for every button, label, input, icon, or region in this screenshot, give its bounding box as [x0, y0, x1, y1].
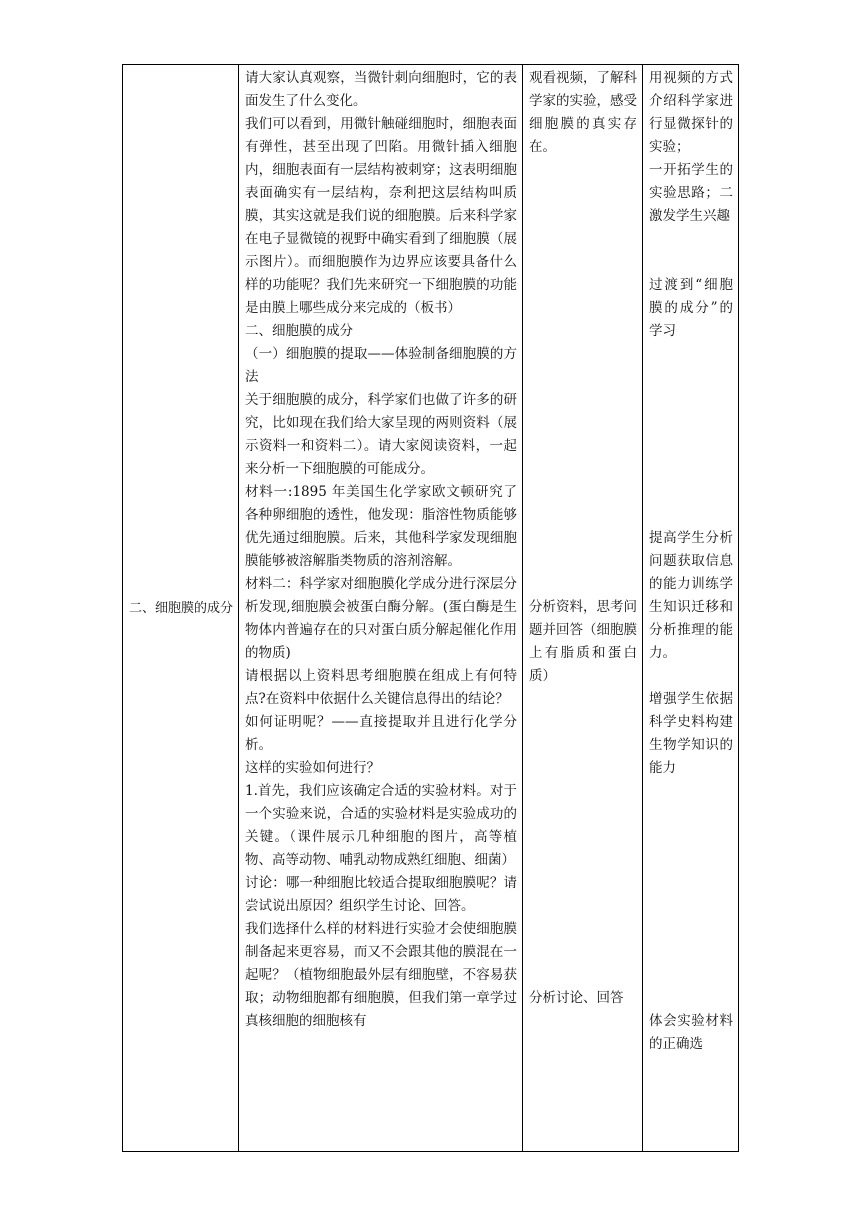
- teacher-para: 请大家认真观察，当微针刺向细胞时，它的表面发生了什么变化。: [245, 70, 517, 109]
- intent-para: 增强学生依据科学史料构建生物学知识的能力: [649, 691, 733, 776]
- teacher-para: 我们可以看到，用微针触碰细胞时，细胞表面有弹性，甚至出现了凹陷。用微针插入细胞内，细胞表面有一层结构被刺穿；这表明细胞表面确实有一层结构，奈利把这层结构叫质膜，其实这就是我们说的细胞膜。后来科学家在电子显微镜的视野中确实看到了细胞膜（展示图片）。而细胞膜作为边界应该要具备什么样的功能呢？我们先来研究一下细胞膜的功能是由膜上哪些成分来完成的（板书）: [245, 116, 517, 316]
- teacher-para: （一）细胞膜的提取——体验制备细胞膜的方法: [245, 346, 517, 385]
- stage-title: 二、细胞膜的成分: [129, 600, 234, 616]
- teacher-para: 关于细胞膜的成分，科学家们也做了许多的研究，比如现在我们给大家呈现的两则资料（展示资料一和资料二）。请大家阅读资料，一起来分析一下细胞膜的可能成分。: [245, 392, 517, 477]
- intent-para: 一开拓学生的实验思路；二激发学生兴趣: [649, 162, 733, 224]
- student-activity-text: [523, 65, 642, 1010]
- teacher-para: 我们选择什么样的材料进行实验才会使细胞膜制备起来更容易，而又不会跟其他的膜混在一起呢？（植物细胞最外层有细胞壁，不容易获取；动物细胞都有细胞膜，但我们第一章学过真核细胞的细胞核有: [245, 921, 517, 1029]
- design-intent-text: [643, 65, 738, 1056]
- intent-para: 体会实验材料的正确选: [649, 1013, 733, 1052]
- teacher-para: 材料二：科学家对细胞膜化学成分进行深层分析发现,细胞膜会被蛋白酶分解。(蛋白酶是生物体内普遍存在的只对蛋白质分解起催化作用的物质): [245, 576, 517, 661]
- lesson-plan-table: [122, 64, 739, 1152]
- student-para: 分析资料，思考问题并回答（细胞膜上有脂质和蛋白质）: [529, 599, 637, 684]
- teacher-activity-text: [239, 65, 522, 1033]
- student-activity-cell: [523, 65, 643, 1152]
- design-intent-cell: [643, 65, 739, 1152]
- table-row: [123, 65, 739, 1152]
- teacher-para: 二、细胞膜的成分: [245, 323, 353, 339]
- teacher-para: 1.首先，我们应该确定合适的实验材料。对于一个实验来说，合适的实验材料是实验成功的关键。（课件展示几种细胞的图片，高等植物、高等动物、哺乳动物成熟红细胞、细菌）: [245, 783, 517, 868]
- teacher-activity-cell: [239, 65, 523, 1152]
- student-para: 观看视频，了解科学家的实验，感受细胞膜的真实存在。: [529, 70, 637, 155]
- teacher-para: 这样的实验如何进行？: [245, 760, 380, 776]
- student-para: 分析讨论、回答: [529, 990, 624, 1006]
- teacher-para: 请根据以上资料思考细胞膜在组成上有何特点?在资料中依据什么关键信息得出的结论？: [245, 668, 517, 707]
- intent-para: 提高学生分析问题获取信息的能力训练学生知识迁移和分析推理的能力。: [649, 530, 733, 661]
- teacher-para: 如何证明呢？——直接提取并且进行化学分析。: [245, 714, 517, 753]
- teacher-para: 讨论：哪一种细胞比较适合提取细胞膜呢？请尝试说出原因？组织学生讨论、回答。: [245, 875, 517, 914]
- intent-para: 过渡到“细胞膜的成分”的学习: [649, 277, 733, 339]
- intent-para: 用视频的方式介绍科学家进行显微探针的实验；: [649, 70, 733, 155]
- stage-cell: [123, 65, 239, 1152]
- teacher-para: 材料一:1895 年美国生化学家欧文顿研究了各种卵细胞的透性，他发现：脂溶性物质能够优先通过细胞膜。后来，其他科学家发现细胞膜能够被溶解脂类物质的溶剂溶解。: [245, 484, 517, 569]
